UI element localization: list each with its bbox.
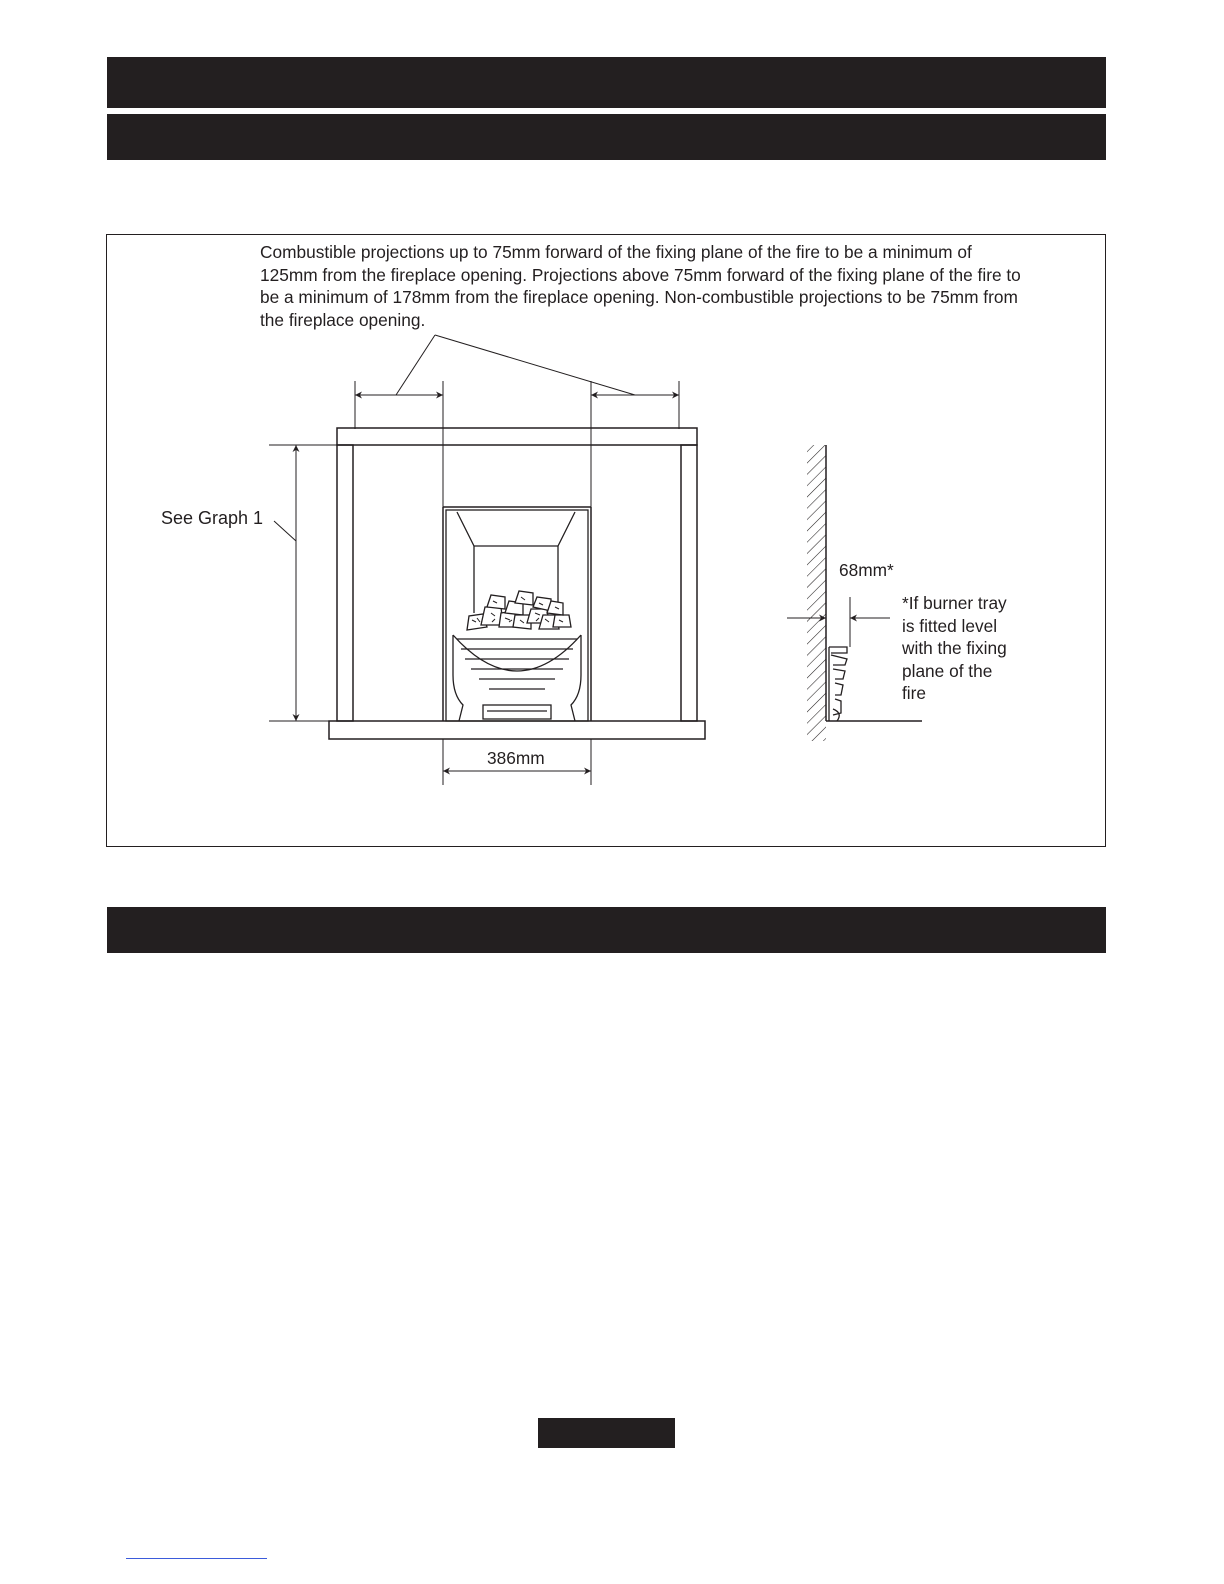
height-dimension xyxy=(269,445,337,721)
depth-label: 68mm* xyxy=(839,560,894,580)
see-graph-label: See Graph 1 xyxy=(161,508,264,528)
coal-bed xyxy=(467,591,571,630)
page-number-box xyxy=(538,1418,675,1448)
footer-link-underline xyxy=(126,1558,267,1559)
section-title-bar xyxy=(107,114,1106,160)
burner-tray-footnote xyxy=(902,592,1007,705)
footnote-line: fire xyxy=(902,683,927,703)
projection-dimensions xyxy=(355,381,679,507)
clearance-note: Combustible projections up to 75mm forward of the fixing plane of the fire to be a minimum of 125mm from the fireplace opening. Projections above 75mm forward of the fixing plane of the fire to be a minimum of 178mm from the fireplace opening. Non-combustible projections to be 75mm from the fireplace opening. xyxy=(260,242,1021,330)
footnote-line: plane of the xyxy=(902,660,993,681)
section-title-bar-2 xyxy=(107,907,1106,953)
footnote-line: is fitted level xyxy=(902,615,998,636)
opening-width-label: 386mm xyxy=(487,748,545,768)
note-leader-lines xyxy=(396,335,635,395)
footnote-line: *If burner tray xyxy=(902,593,1007,613)
header-bar xyxy=(107,57,1106,108)
clearance-diagram xyxy=(106,234,1106,847)
footnote-line: with the fixing xyxy=(902,638,1007,658)
